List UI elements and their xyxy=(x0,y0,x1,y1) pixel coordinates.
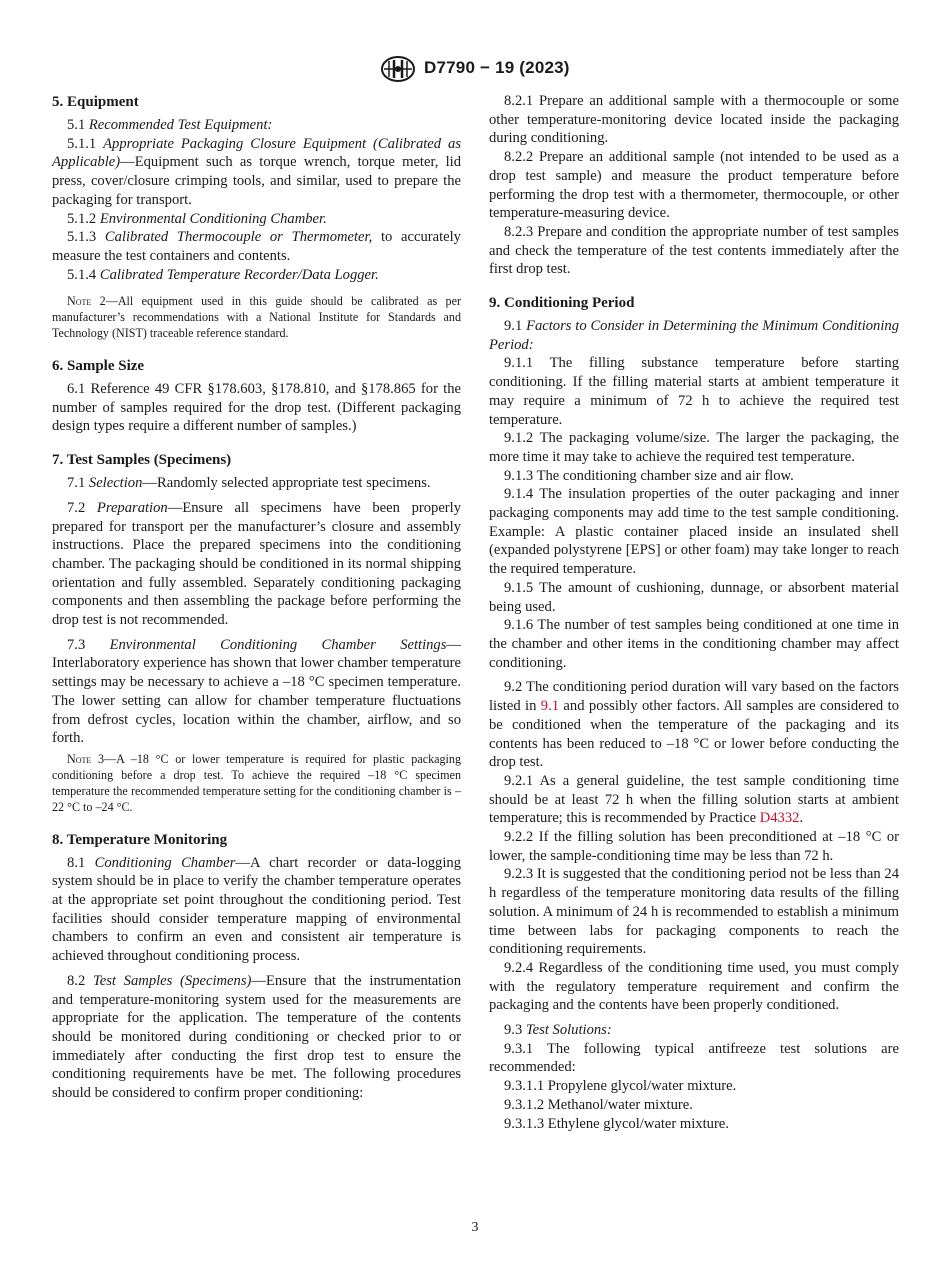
paragraph-6-1: 6.1 Reference 49 CFR §178.603, §178.810, and §178.865 for the number of samples required for the drop test. (Different packaging design types require a different number of samples.) xyxy=(52,381,461,435)
paragraph-9-1-3: 9.1.3 The conditioning chamber size and air flow. xyxy=(504,467,794,484)
note-2: Note 2—All equipment used in this guide should be calibrated as per manufacturer’s recommendations with a National Institute for Standards and Technology (NIST) traceable reference standard. xyxy=(52,294,461,341)
paragraph-9-3-1-1: 9.3.1.1 Propylene glycol/water mixture. xyxy=(504,1078,737,1095)
left-column xyxy=(52,92,461,1103)
paragraph-9-2-4: 9.2.4 Regardless of the conditioning time used, you must comply with the regulatory temperature requirement and confirm the packaging and the contents have been properly conditioned. xyxy=(489,959,899,1014)
paragraph-9-1: 9.1 Factors to Consider in Determining the Minimum Conditioning Period: xyxy=(489,318,899,353)
paragraph-9-1-1: 9.1.1 The filling substance temperature before starting conditioning. If the filling material starts at ambient temperature it may require a minimum of 72 h to achieve the required test temperature. xyxy=(489,355,899,428)
paragraph-9-2: 9.2 The conditioning period duration will vary based on the factors listed in 9.1 and possibly other factors. All samples are considered to be conditioned when the temperature of the packaging and its contents has been reduced to –18 °C or lower before conducting the drop test. xyxy=(489,679,899,771)
paragraph-9-1-4: 9.1.4 The insulation properties of the outer packaging and inner packaging components may add time to the test sample conditioning. Example: A plastic container placed inside an insulated shell (expanded polystyrene [EPS] or other foam) may take longer to reach the required temperature. xyxy=(489,486,899,578)
paragraph-9-3-1-2: 9.3.1.2 Methanol/water mixture. xyxy=(504,1096,693,1113)
section-heading: 6. Sample Size xyxy=(52,358,145,375)
paragraph-8-1: 8.1 Conditioning Chamber—A chart recorder or data-logging system should be in place to verify the chamber temperature operates at the appropriate set point throughout the conditioning period. Test facilities should consider temperature mapping of environmental chambers to confirm an even and consistent air temperature is achieved throughout conditioning process. xyxy=(52,854,461,965)
paragraph-8-2: 8.2 Test Samples (Specimens)—Ensure that the instrumentation and temperature-monitoring system used for the measurements are appropriate for the application. The temperature of the contents should be monitored during conditioning or checked prior to or immediately after conducting the first drop test to ensure the conditioning requirements have be met. The following procedures should be considered to confirm proper conditioning: xyxy=(52,972,461,1102)
paragraph-9-1-5: 9.1.5 The amount of cushioning, dunnage, or absorbent material being used. xyxy=(489,579,899,615)
paragraph-5-1: 5.1 Recommended Test Equipment: xyxy=(67,117,273,133)
section-heading: 7. Test Samples (Specimens) xyxy=(52,452,232,469)
paragraph-9-3-1: 9.3.1 The following typical antifreeze test solutions are recommended: xyxy=(489,1040,899,1076)
section-link-9-1[interactable]: 9.1 xyxy=(540,698,560,715)
paragraph-7-2: 7.2 Preparation—Ensure all specimens have been properly prepared for transport per the manufacturer’s closure and assembly instructions. Place the prepared specimens into the conditioning chamber. The packaging should be conditioned in its normal shipping orientation and fully assembled. Separately conditioning packaging components and then assembling the package before performing the drop test is not recommended. xyxy=(52,499,462,629)
paragraph-5-1-2: 5.1.2 Environmental Conditioning Chamber. xyxy=(67,210,327,227)
page-number: 3 xyxy=(471,1220,479,1235)
note-3: Note 3—A –18 °C or lower temperature is required for plastic packaging conditioning before a drop test. To achieve the required –18 °C specimen temperature the recommended temperature setting for the conditioning chamber is –22 °C to –24 °C. xyxy=(52,752,461,814)
paragraph-8-2-3: 8.2.3 Prepare and condition the appropriate number of test samples and check the temperature of the test contents immediately after the first drop test. xyxy=(489,223,899,278)
astm-logo-icon xyxy=(380,55,416,83)
paragraph-9-3-1-3: 9.3.1.3 Ethylene glycol/water mixture. xyxy=(504,1115,729,1132)
right-column xyxy=(489,92,899,1133)
paragraph-9-2-2: 9.2.2 If the filling solution has been preconditioned at –18 °C or lower, the sample-conditioning time may be less than 72 h. xyxy=(489,829,899,864)
paragraph-9-2-3: 9.2.3 It is suggested that the conditioning period not be less than 24 h regardless of the temperature monitoring data results of the filling solution. A minimum of 24 h is recommended to establish a minimum time between labs for packaging components to reach the conditioning requirements. xyxy=(489,866,899,958)
paragraph-5-1-4: 5.1.4 Calibrated Temperature Recorder/Data Logger. xyxy=(67,266,379,283)
paragraph-9-2-1: 9.2.1 As a general guideline, the test sample conditioning time should be at least 72 h when the filling solution starts at ambient temperature; this is recommended by Practice D4332. xyxy=(489,772,899,827)
paragraph-5-1-1: 5.1.1 Appropriate Packaging Closure Equipment (Calibrated as Applicable)—Equipment such as torque wrench, torque meter, lid press, cover/closure crimping tools, and similar, used to prepare the packaging for transport. xyxy=(52,135,461,208)
section-heading: 8. Temperature Monitoring xyxy=(52,831,228,848)
section-heading: 9. Conditioning Period xyxy=(489,295,635,312)
document-title: D7790 − 19 (2023) xyxy=(424,58,570,77)
paragraph-8-2-2: 8.2.2 Prepare an additional sample (not intended to be used as a drop test sample) and measure the product temperature before performing the drop test with a thermometer, thermocouple, or other temperature-measuring device. xyxy=(489,149,899,222)
standard-link-d4332[interactable]: D4332 xyxy=(759,810,800,827)
paragraph-9-1-6: 9.1.6 The number of test samples being conditioned at one time in the chamber and other items in the conditioning chamber may affect conditioning. xyxy=(489,617,899,671)
paragraph-7-1: 7.1 Selection—Randomly selected appropriate test specimens. xyxy=(67,475,431,492)
paragraph-9-3: 9.3 Test Solutions: xyxy=(504,1022,612,1039)
page-header xyxy=(0,55,950,85)
paragraph-5-1-3: 5.1.3 Calibrated Thermocouple or Thermometer, to accurately measure the test containers and contents. xyxy=(52,229,461,264)
paragraph-7-3: 7.3 Environmental Conditioning Chamber Settings—Interlaboratory experience has shown that lower chamber temperature settings may be necessary to achieve a –18 °C specimen temperature. The lower setting can allow for chamber temperature fluctuations from defrost cycles, location within the chamber, airflow, and so forth. xyxy=(52,636,461,747)
section-heading: 5. Equipment xyxy=(52,94,139,110)
paragraph-8-2-1: 8.2.1 Prepare an additional sample with a thermocouple or some other temperature-monitoring device located inside the packaging during conditioning. xyxy=(489,93,899,147)
paragraph-9-1-2: 9.1.2 The packaging volume/size. The larger the packaging, the more time it may take to achieve the required test temperature. xyxy=(489,430,899,465)
